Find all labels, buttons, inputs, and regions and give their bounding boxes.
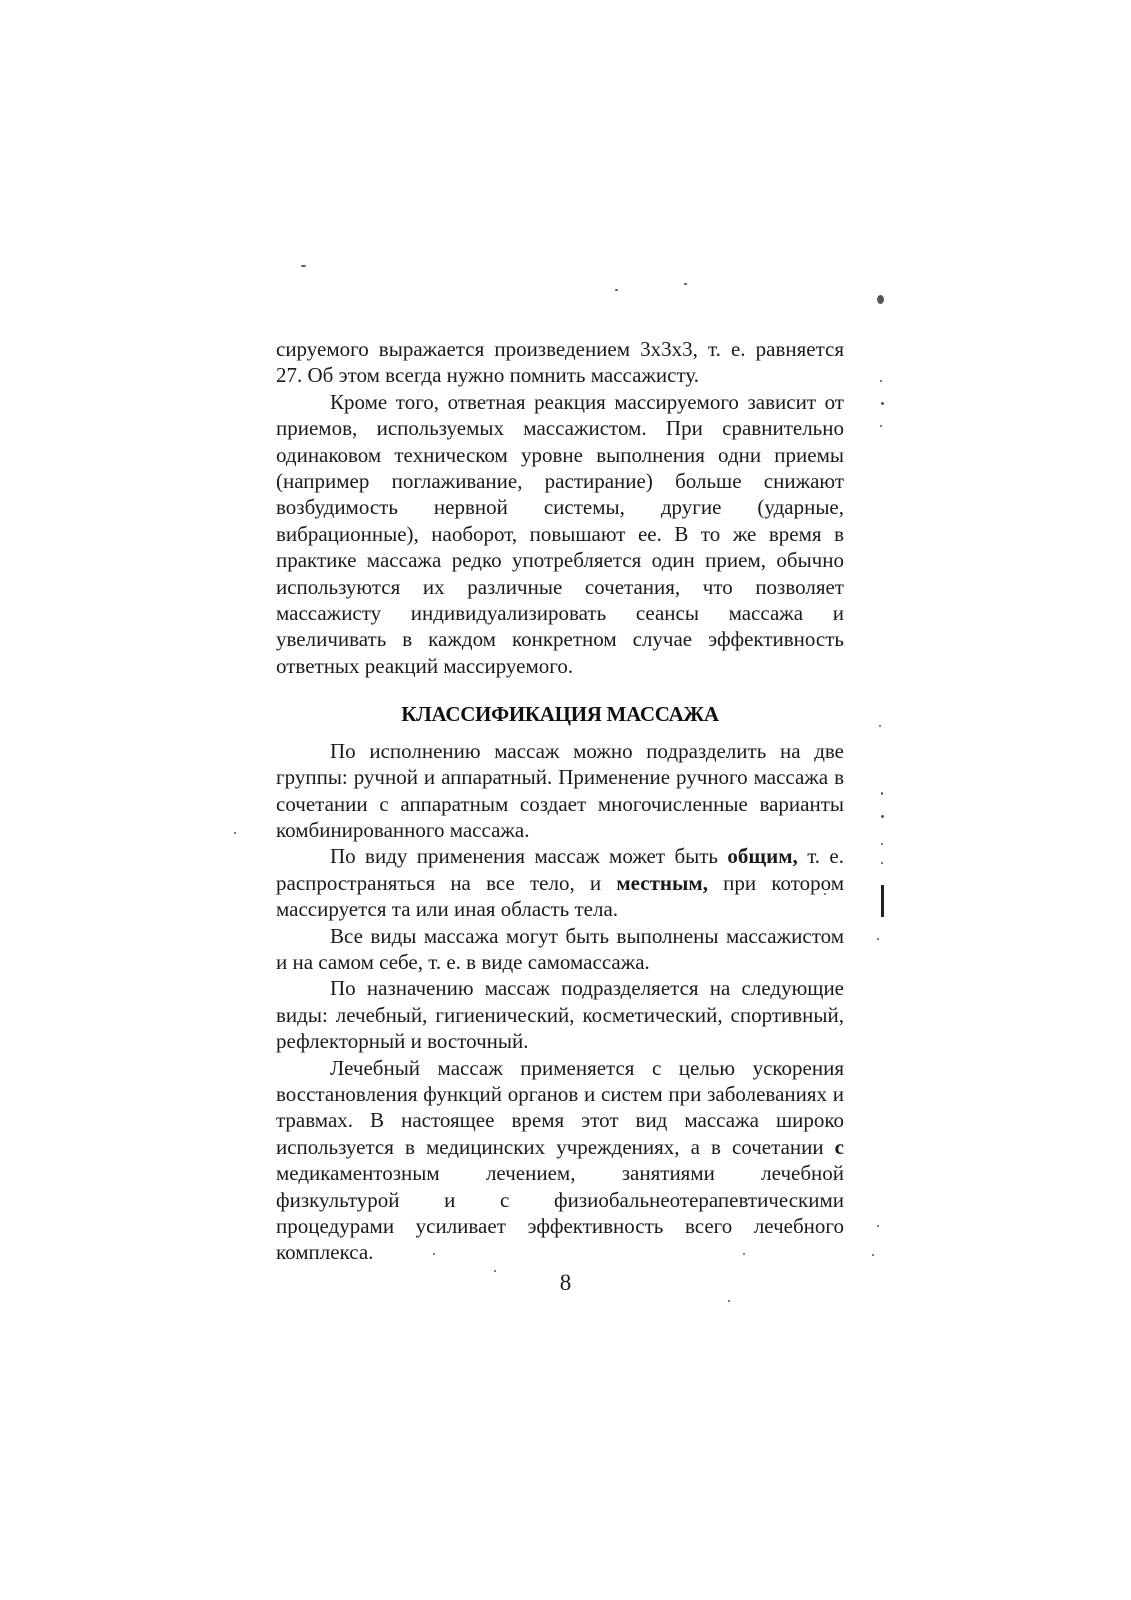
scan-speck (234, 832, 236, 834)
scan-speck (881, 815, 884, 818)
paragraph-by-purpose: По назначению массаж подразделяется на следующие виды: лечебный, гигиенический, косметический, спортивный, рефлекторный и восточный. (276, 976, 844, 1054)
scan-speck (301, 265, 306, 267)
scan-speck (684, 283, 687, 285)
text-segment: Лечебный массаж применяется с целью ускорения восстановления функций органов и систем при заболеваниях и травмах. В настоящее время этот вид массажа широко используется в медицинских учреждениях, а в сочетании (276, 1055, 844, 1159)
scan-speck (881, 792, 883, 795)
text-segment: По виду применения массаж может быть (330, 844, 728, 869)
paragraph-response-reaction: Кроме того, ответная реакция массируемого зависит от приемов, используемых массажистом. При сравнительно одинаковом техническом уровне выполнения одни приемы (например поглаживание, растирание) больше снижают возбудимость нервной системы, другие (ударные, вибрационные), наоборот, повышают ее. В то же время в практике массажа редко употребляется один прием, обычно используются их различные сочетания, что позволяет массажисту индивидуализировать сеансы массажа и увеличивать в каждом конкретном случае эффективность ответных реакций массируемого. (276, 389, 844, 678)
scan-speck (880, 425, 882, 427)
page-number: 8 (559, 1270, 572, 1295)
paragraph-self-massage: Все виды массажа могут быть выполнены массажистом и на самом себе, т. е. в виде самомассажа. (276, 923, 844, 974)
text-segment: медикаментозным лечением, занятиями лечебной физкультурой и с физиобальнеотерапевтическими процедурами усиливает эффективность всего лечебного комплекса. (276, 1161, 844, 1265)
paragraph-continuation: сируемого выражается произведением 3х3х3, т. е. равняется 27. Об этом всегда нужно помнить массажисту. (276, 337, 844, 388)
scan-speck (615, 289, 618, 291)
scan-speck (879, 725, 881, 727)
emphasis-with: с (834, 1134, 844, 1159)
scan-speck (728, 1300, 730, 1302)
section-heading: КЛАССИФИКАЦИЯ МАССАЖА (401, 702, 719, 727)
scan-speck (877, 938, 879, 940)
emphasis-general: общим, (727, 844, 798, 869)
scan-speck (877, 1225, 879, 1227)
scan-speck (881, 862, 883, 864)
scan-mark (881, 885, 884, 917)
emphasis-local: местным, (616, 870, 708, 895)
scan-speck (880, 380, 882, 382)
scan-speck (872, 1254, 874, 1256)
scan-speck (877, 295, 884, 304)
paragraph-by-execution: По исполнению массаж можно подразделить на две группы: ручной и аппаратный. Применение ручного массажа в сочетании с аппаратным создает многочисленные варианты комбинированного массажа. (276, 738, 844, 842)
paragraph-by-application (276, 843, 844, 922)
scan-speck (881, 843, 883, 845)
text-segment: при котором массируется та или иная область тела. (276, 870, 844, 922)
scan-speck (881, 402, 884, 405)
body-text (276, 336, 844, 1266)
text-segment: т. е. распространяться на все тело, и (276, 844, 845, 895)
paragraph-therapeutic (276, 1055, 844, 1266)
